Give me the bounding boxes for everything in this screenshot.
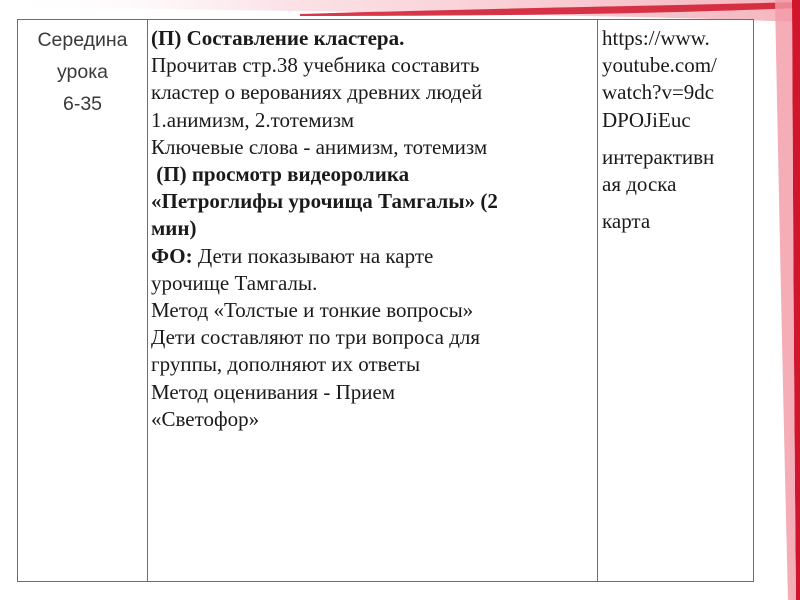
cluster-task-line: Прочитав стр.38 учебника составить bbox=[151, 53, 480, 78]
video-heading-line: мин) bbox=[151, 216, 197, 241]
activity-cell bbox=[148, 20, 597, 581]
cluster-task-line: 1.анимизм, 2.тотемизм bbox=[151, 107, 355, 132]
method-desc-line: Дети составляют по три вопроса для bbox=[151, 325, 481, 350]
video-link-line: https://www. bbox=[602, 26, 710, 50]
video-link-line: youtube.com/ bbox=[602, 53, 717, 78]
lesson-plan-table bbox=[17, 19, 754, 582]
keywords-line: Ключевые слова - анимизм, тотемизм bbox=[151, 134, 488, 159]
method-line: Метод «Толстые и тонкие вопросы» bbox=[151, 298, 474, 323]
board-line: ая доска bbox=[602, 172, 677, 197]
fo-text-cont: урочище Тамгалы. bbox=[151, 270, 318, 295]
cluster-task-line: кластер о верованиях древних людей bbox=[151, 80, 483, 105]
map-line: карта bbox=[602, 209, 651, 234]
stage-cell bbox=[18, 20, 147, 581]
video-link-line: watch?v=9dc bbox=[602, 80, 715, 105]
stage-line: Середина bbox=[37, 29, 128, 51]
board-line: интерактивн bbox=[602, 144, 715, 169]
fo-text: Дети показывают на карте bbox=[192, 243, 434, 268]
assessment-line: Метод оценивания - Прием bbox=[151, 379, 396, 404]
cluster-heading: (П) Составление кластера. bbox=[151, 26, 405, 50]
resources-cell bbox=[598, 20, 755, 581]
assessment-line: «Светофор» bbox=[151, 406, 260, 431]
video-heading-line: (П) просмотр видеоролика bbox=[151, 162, 410, 187]
fo-label: ФО: bbox=[151, 243, 193, 268]
method-desc-line: группы, дополняют их ответы bbox=[151, 352, 421, 377]
video-link-line: DPOJiEuc bbox=[602, 107, 691, 132]
fo-line bbox=[151, 243, 597, 270]
stage-line: урока bbox=[56, 61, 109, 83]
stage-time: 6-35 bbox=[62, 93, 103, 115]
video-heading-line: «Петроглифы урочища Тамгалы» (2 bbox=[151, 189, 498, 214]
